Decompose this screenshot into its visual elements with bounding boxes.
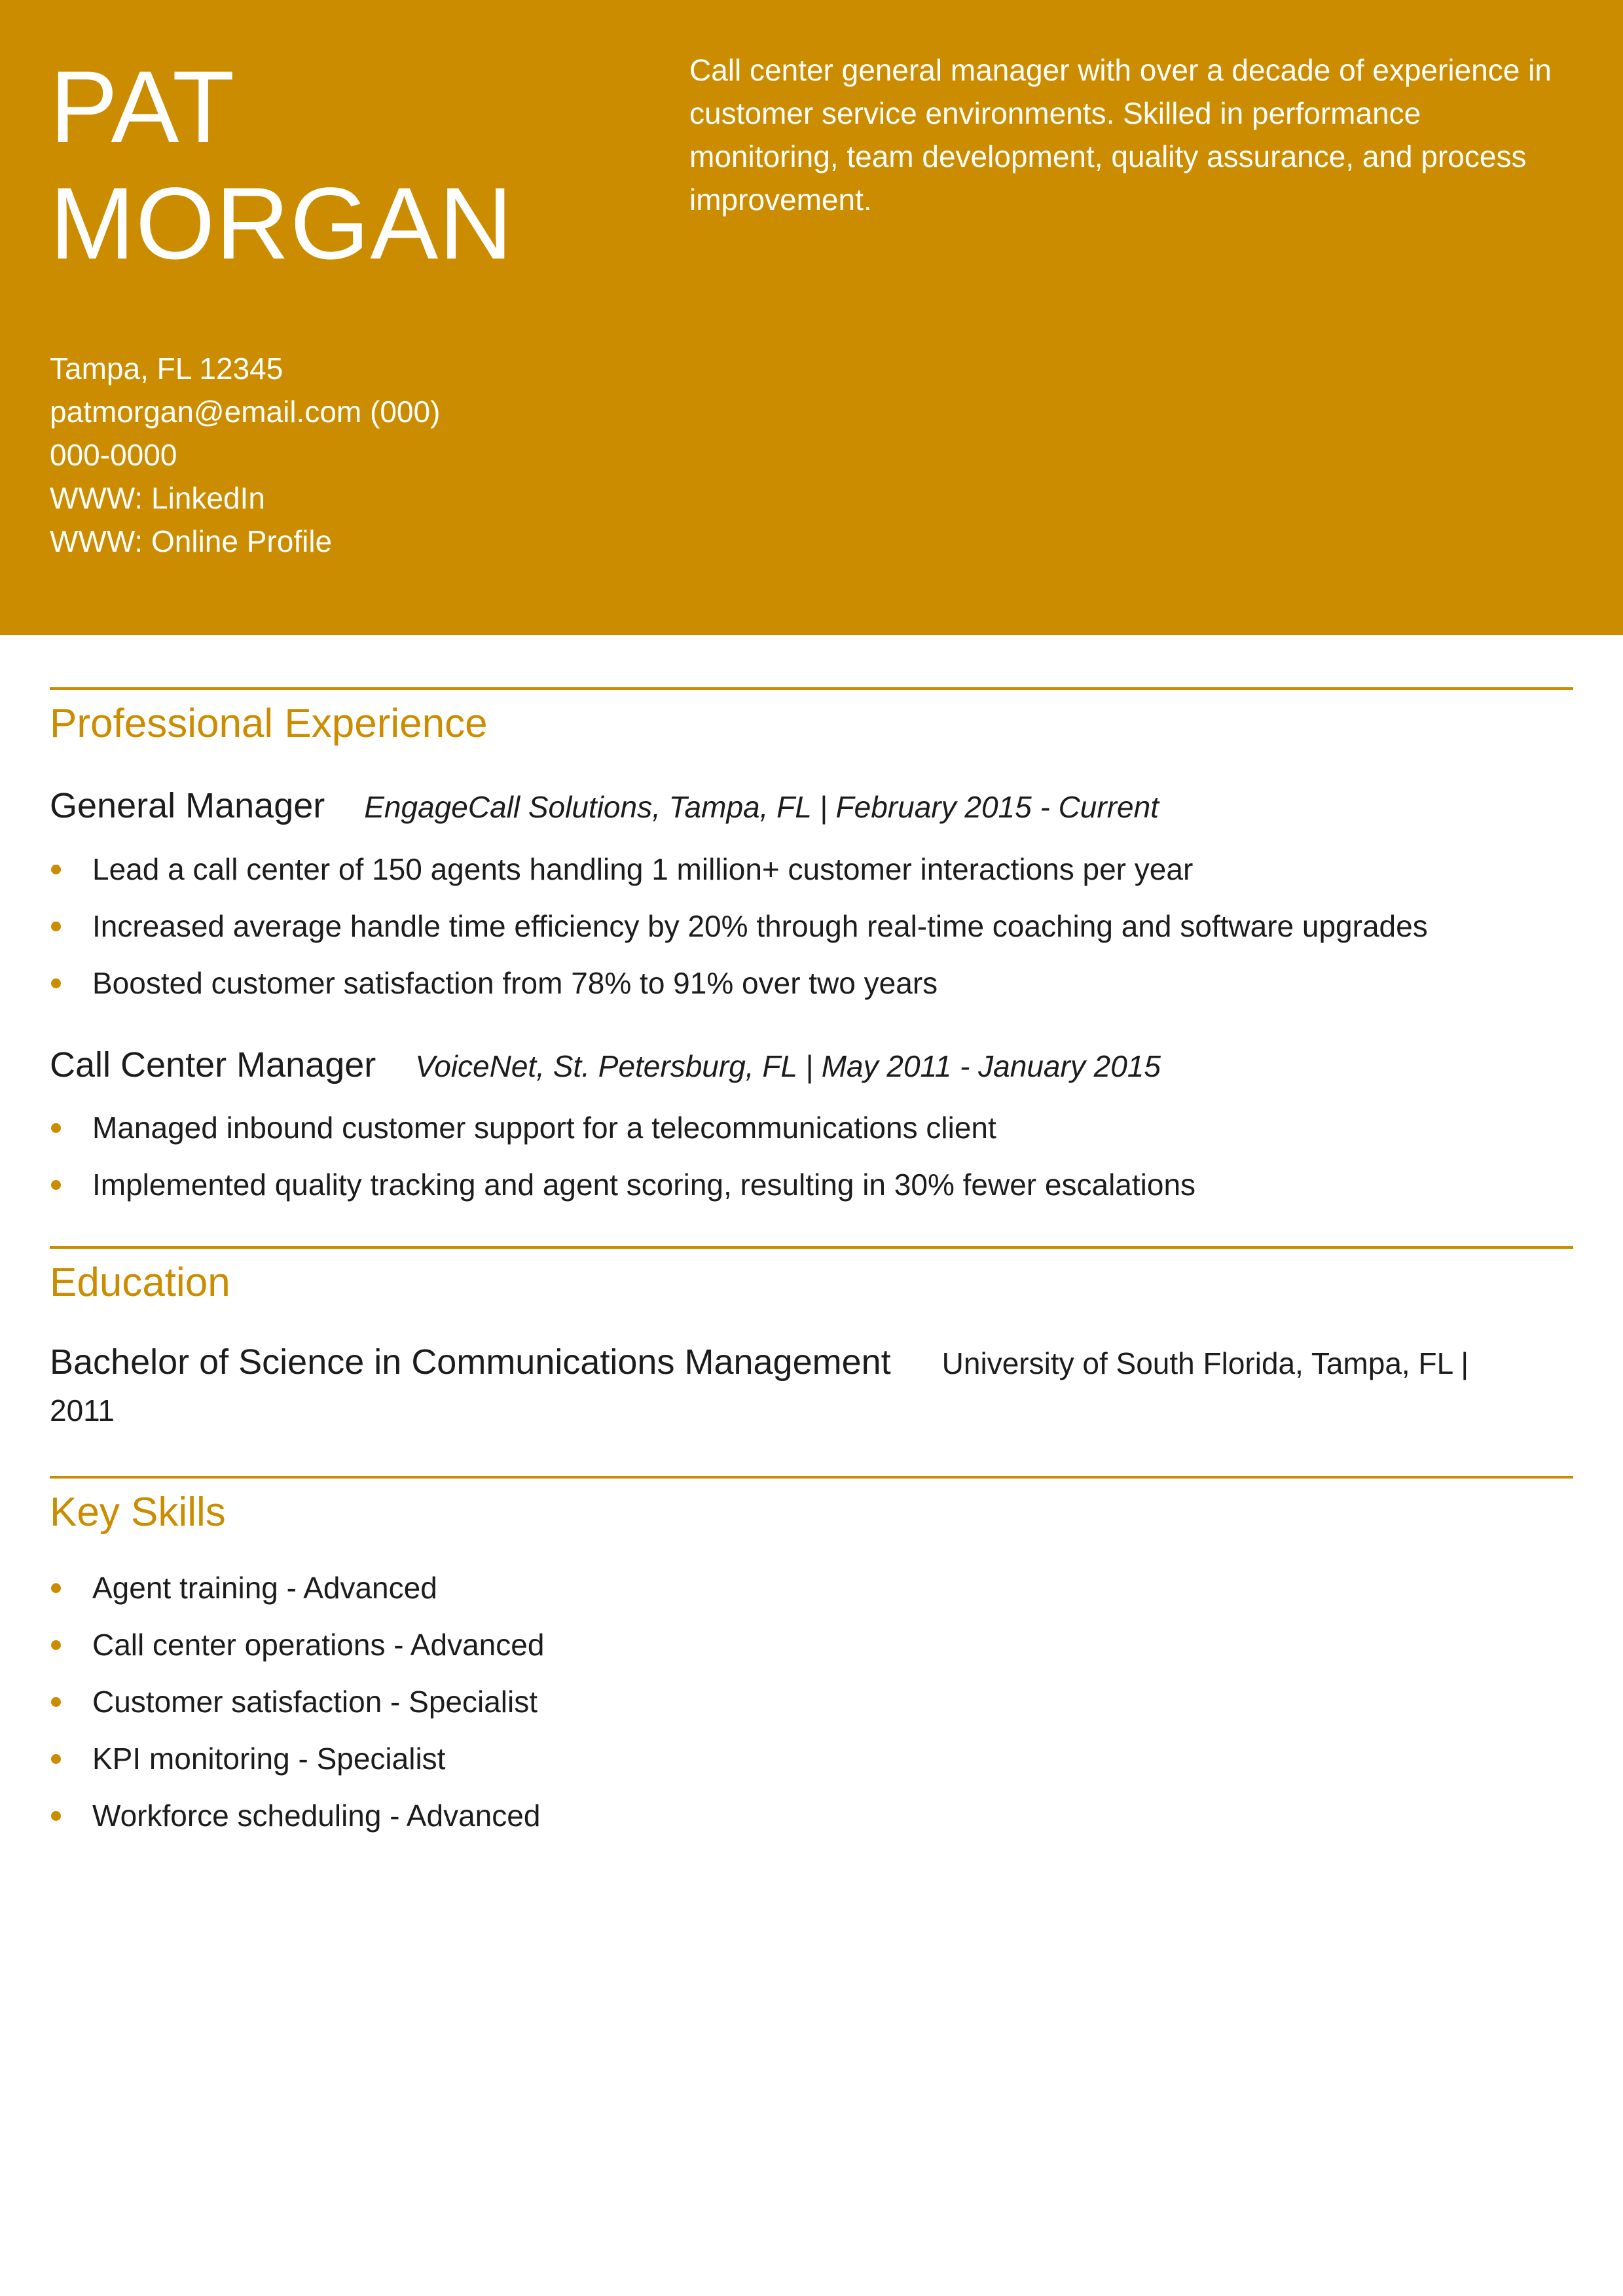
bullet-icon [51, 978, 61, 988]
contact-info [50, 347, 508, 563]
bullet-text: Boosted customer satisfaction from 78% to 91% over two years [92, 966, 938, 1000]
degree-title: Bachelor of Science in Communications Management [50, 1342, 891, 1382]
list-item [50, 955, 1573, 1012]
first-name: PAT [50, 50, 236, 164]
section-divider [50, 687, 1573, 690]
bullet-icon [51, 1640, 61, 1650]
last-name: MORGAN [50, 167, 513, 281]
bullet-icon [51, 922, 61, 931]
list-item [50, 898, 1573, 955]
skill-text: KPI monitoring - Specialist [92, 1742, 446, 1776]
list-item [50, 1157, 1573, 1213]
contact-linkedin[interactable]: WWW: LinkedIn [50, 481, 265, 515]
section-title-experience: Professional Experience [50, 701, 488, 746]
skill-text: Workforce scheduling - Advanced [92, 1799, 541, 1833]
bullet-icon [51, 1754, 61, 1764]
job-meta: VoiceNet, St. Petersburg, FL | May 2011 - January 2015 [415, 1049, 1161, 1083]
contact-address: Tampa, FL 12345 [50, 351, 283, 386]
candidate-name [50, 49, 639, 282]
profile-summary: Call center general manager with over a decade of experience in customer service environments. Skilled in performance monitoring, team development, quality assurance, and process improvement. [689, 53, 1552, 217]
job-heading [50, 1042, 1573, 1089]
bullet-text: Managed inbound customer support for a telecommunications client [92, 1111, 996, 1145]
list-item [50, 1731, 1573, 1787]
job-heading [50, 783, 1573, 830]
list-item [50, 1617, 1573, 1674]
header-banner [0, 0, 1623, 635]
bullet-icon [51, 1180, 61, 1190]
list-item [50, 1100, 1573, 1157]
contact-phone-cont: 000-0000 [50, 438, 177, 472]
education-entry [50, 1338, 1573, 1434]
list-item [50, 1787, 1573, 1844]
graduation-year: 2011 [50, 1393, 115, 1427]
bullet-icon [51, 865, 61, 874]
bullet-icon [51, 1697, 61, 1707]
bullet-icon [51, 1583, 61, 1593]
section-divider [50, 1476, 1573, 1479]
bullet-text: Increased average handle time efficiency by 20% through real-time coaching and software upgrades [92, 909, 1428, 943]
bullet-text: Implemented quality tracking and agent scoring, resulting in 30% fewer escalations [92, 1168, 1196, 1202]
bullet-icon [51, 1811, 61, 1821]
list-item [50, 1560, 1573, 1617]
contact-online-profile[interactable]: WWW: Online Profile [50, 524, 333, 558]
section-title-skills: Key Skills [50, 1490, 226, 1535]
section-divider [50, 1246, 1573, 1249]
contact-email-phone: patmorgan@email.com (000) [50, 395, 441, 429]
list-item [50, 841, 1573, 898]
skill-text: Call center operations - Advanced [92, 1628, 545, 1662]
skills-list [50, 1560, 1573, 1844]
bullet-text: Lead a call center of 150 agents handling 1 million+ customer interactions per year [92, 852, 1194, 886]
skill-text: Agent training - Advanced [92, 1571, 437, 1605]
job-title: Call Center Manager [50, 1045, 376, 1085]
school-name: University of South Florida, Tampa, FL | [941, 1346, 1469, 1380]
bullet-icon [51, 1123, 61, 1133]
job-bullets [50, 1100, 1573, 1213]
skill-text: Customer satisfaction - Specialist [92, 1685, 538, 1719]
job-meta: EngageCall Solutions, Tampa, FL | February 2015 - Current [364, 790, 1159, 824]
section-title-education: Education [50, 1260, 230, 1305]
job-title: General Manager [50, 786, 325, 825]
list-item [50, 1674, 1573, 1731]
job-bullets [50, 841, 1573, 1012]
